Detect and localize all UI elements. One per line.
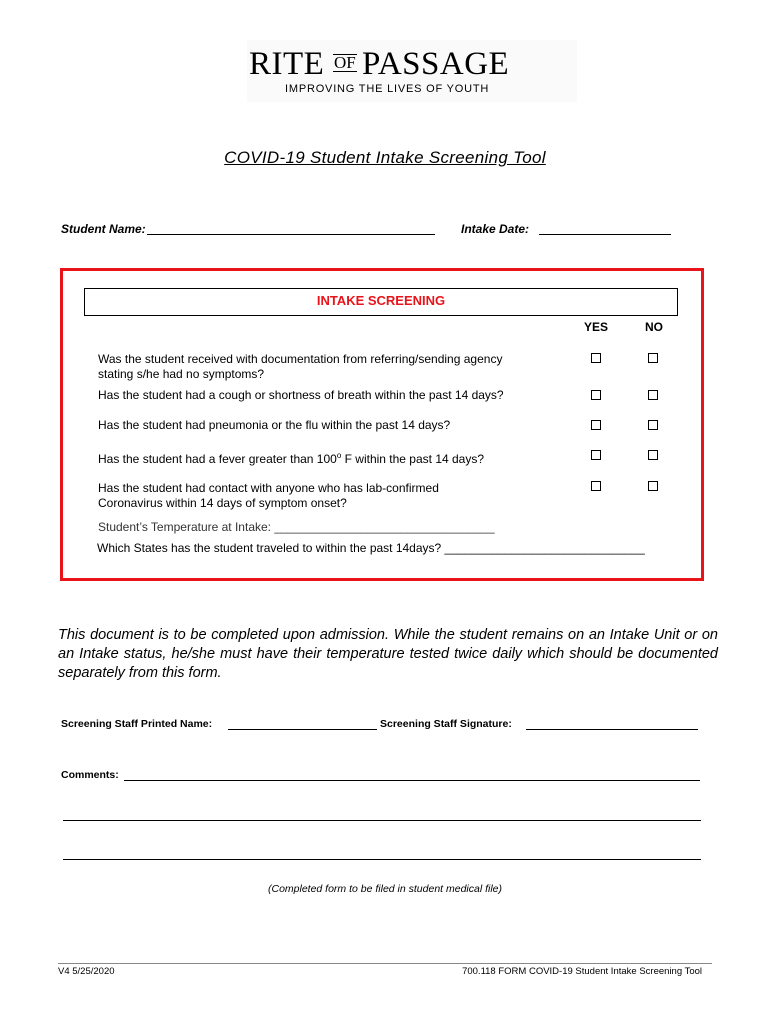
instructions-paragraph: This document is to be completed upon admission. While the student remains on an Intake Unit or on an Intake status, he/she must have their temperature tested twice daily which should be documented separately from this form.	[58, 627, 718, 681]
q1-no-checkbox[interactable]	[648, 353, 658, 363]
question-5	[98, 481, 538, 511]
question-2: Has the student had a cough or shortness of breath within the past 14 days?	[98, 388, 504, 402]
question-5-line2: Coronavirus within 14 days of symptom onset?	[98, 496, 347, 510]
q5-no-checkbox[interactable]	[648, 481, 658, 491]
q4-yes-checkbox[interactable]	[591, 450, 601, 460]
states-traveled-field[interactable]: Which States has the student traveled to within the past 14days? ______________________________	[97, 541, 645, 555]
q5-yes-checkbox[interactable]	[591, 481, 601, 491]
screening-header: INTAKE SCREENING	[316, 293, 446, 308]
student-name-field[interactable]	[147, 234, 435, 235]
degree-superscript: o	[336, 451, 342, 460]
question-3: Has the student had pneumonia or the flu within the past 14 days?	[98, 418, 451, 432]
q1-yes-checkbox[interactable]	[591, 353, 601, 363]
logo-passage-text: PASSAGE	[362, 46, 510, 82]
student-name-label: Student Name:	[61, 222, 146, 236]
filing-note: (Completed form to be filed in student medical file)	[267, 883, 503, 895]
logo-rite-text: RITE	[249, 46, 325, 82]
company-logo	[247, 40, 577, 102]
staff-signature-field[interactable]	[526, 729, 698, 730]
footer-version: V4 5/25/2020	[58, 966, 115, 977]
logo-tagline: IMPROVING THE LIVES OF YOUTH	[285, 83, 490, 95]
comments-label: Comments:	[61, 769, 119, 781]
comments-line-1[interactable]	[124, 780, 700, 781]
question-4-text-a: Has the student had a fever greater than 100	[98, 452, 337, 466]
question-5-line1: Has the student had contact with anyone who has lab-confirmed	[98, 481, 439, 495]
q2-no-checkbox[interactable]	[648, 390, 658, 400]
intake-date-field[interactable]	[539, 234, 671, 235]
logo-of-text: OF	[334, 53, 356, 72]
q4-no-checkbox[interactable]	[648, 450, 658, 460]
staff-printed-name-label: Screening Staff Printed Name:	[61, 718, 213, 730]
comments-line-2[interactable]	[63, 820, 701, 821]
footer-form-id: 700.118 FORM COVID-19 Student Intake Screening Tool	[462, 966, 702, 977]
question-1	[98, 352, 538, 382]
question-1-line1: Was the student received with documentation from referring/sending agency	[98, 352, 503, 366]
comments-line-3[interactable]	[63, 859, 701, 860]
q3-yes-checkbox[interactable]	[591, 420, 601, 430]
q3-no-checkbox[interactable]	[648, 420, 658, 430]
yes-column-header: YES	[584, 320, 609, 334]
no-column-header: NO	[645, 320, 663, 334]
temperature-field[interactable]: Student’s Temperature at Intake: _________________________________	[98, 520, 495, 534]
question-1-line2: stating s/he had no symptoms?	[98, 367, 265, 381]
question-4-text-b: F within the past 14 days?	[341, 452, 485, 466]
intake-date-label: Intake Date:	[461, 222, 530, 236]
form-title: COVID-19 Student Intake Screening Tool	[224, 148, 546, 167]
footer-divider	[58, 963, 712, 964]
staff-printed-name-field[interactable]	[228, 729, 377, 730]
staff-signature-label: Screening Staff Signature:	[380, 718, 512, 730]
question-4	[98, 448, 538, 467]
q2-yes-checkbox[interactable]	[591, 390, 601, 400]
